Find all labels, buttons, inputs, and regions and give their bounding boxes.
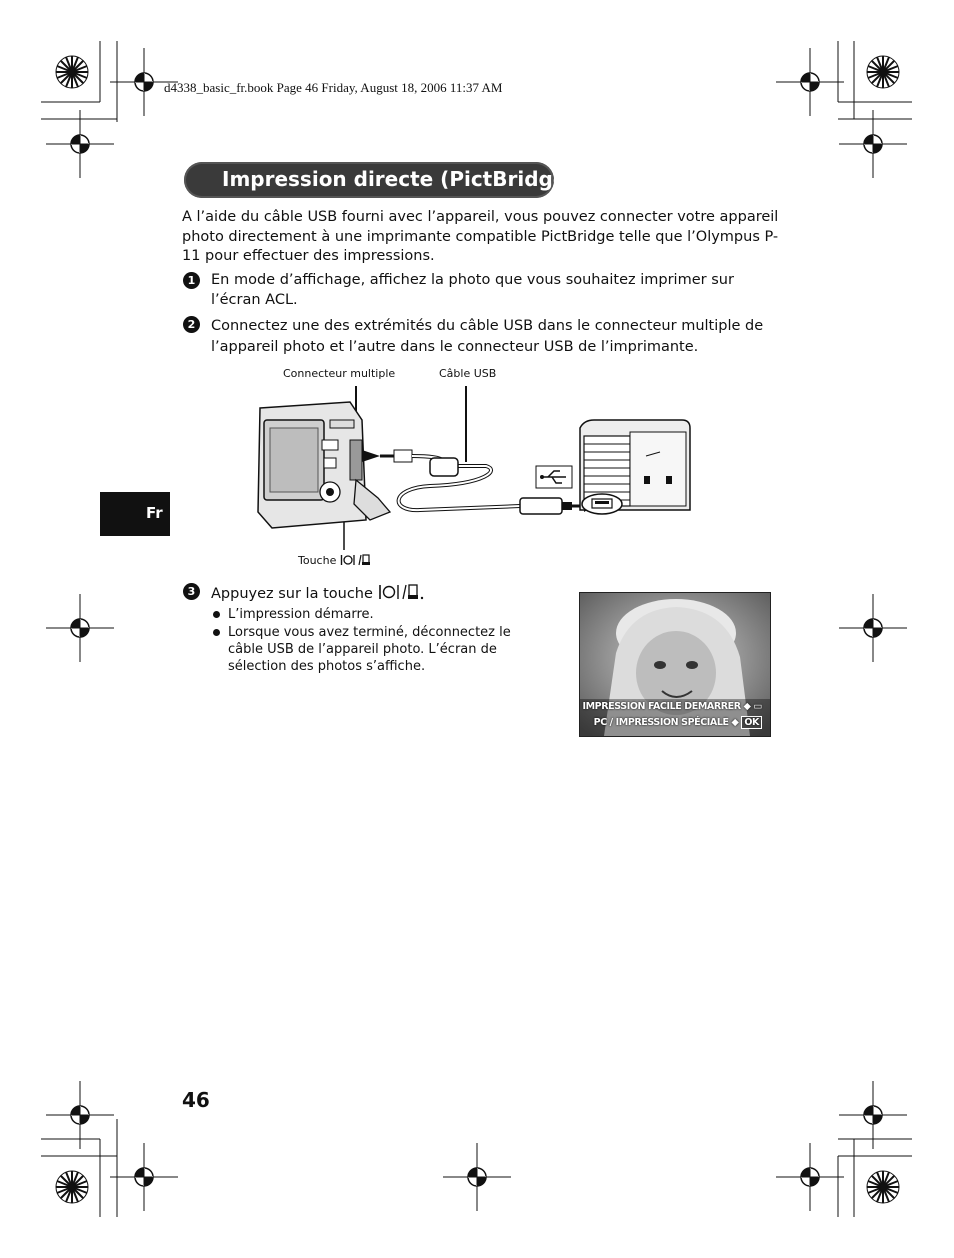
page-number: 46 — [182, 1088, 210, 1112]
connection-diagram — [250, 380, 710, 560]
bullet-1-text: L’impression démarre. — [228, 607, 374, 622]
camera-illustration — [258, 402, 390, 528]
lcd-screen-photo — [579, 592, 771, 737]
intro-paragraph: A l’aide du câble USB fourni avec l’appareil, vous pouvez connecter votre appareil photo directement à une imprimante compatible PictBridge telle que l’Olympus P-11 pour effectuer des impressions. — [182, 209, 779, 264]
step-1-text: En mode d’affichage, affichez la photo que vous souhaitez imprimer sur l’écran ACL. — [211, 272, 734, 308]
step-3-text-prefix: Appuyez sur la touche — [211, 586, 373, 602]
print-button-icon — [378, 583, 424, 601]
step-3-text — [211, 583, 424, 605]
screen-line-1: IMPRESSION FACILE DEMARRER ◆ ▭ — [582, 701, 762, 712]
child-photo-illustration — [580, 593, 770, 736]
label-usb-cable: Câble USB — [439, 367, 497, 380]
step-3-number: 3 — [183, 583, 200, 600]
bullet-marker — [213, 629, 220, 636]
bullet-2-text: Lorsque vous avez terminé, déconnectez le câble USB de l’appareil photo. L’écran de sélection des photos s’affiche. — [228, 625, 511, 674]
step-1-number: 1 — [183, 272, 200, 289]
ok-label: OK — [741, 716, 762, 729]
step-2-text: Connectez une des extrémités du câble USB dans le connecteur multiple de l’appareil photo et l’autre dans le connecteur USB de l’imprimante. — [211, 318, 764, 355]
section-title: Impression directe (PictBridge) — [222, 167, 576, 191]
step-2-number: 2 — [183, 316, 200, 333]
language-tab-label: Fr — [146, 504, 163, 522]
label-multi-connector: Connecteur multiple — [283, 367, 396, 380]
bullet-marker — [213, 611, 220, 618]
label-button-text: Touche — [298, 554, 337, 567]
book-header: d4338_basic_fr.book Page 46 Friday, August 18, 2006 11:37 AM — [164, 80, 503, 95]
screen-line-2: PC / IMPRESSION SPÉCIALE ◆ OK — [594, 716, 762, 729]
